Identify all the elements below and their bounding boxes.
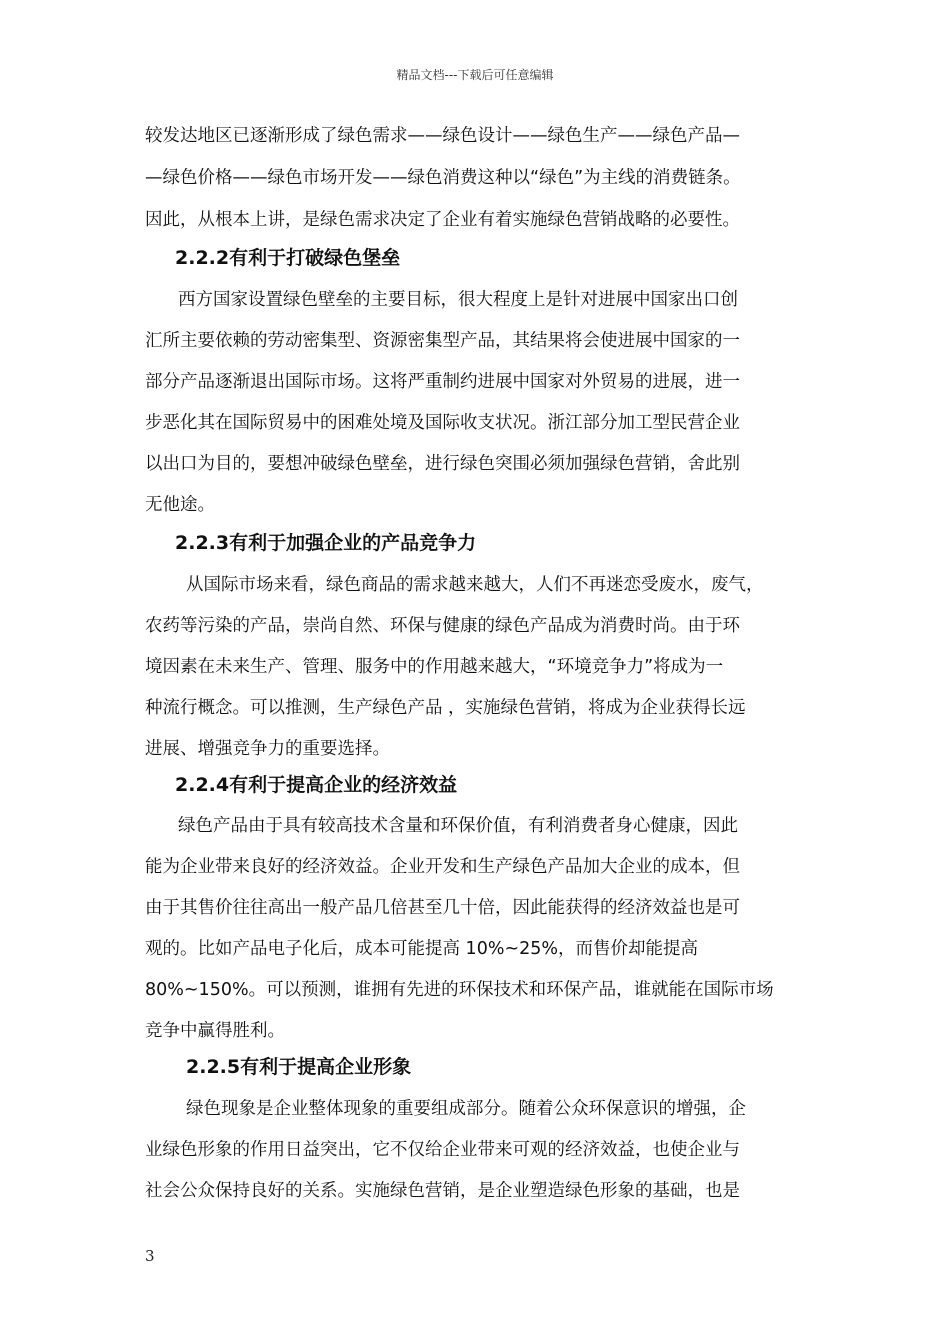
paragraph-line: 进展、增强竞争力的重要选择。	[145, 739, 390, 759]
paragraph-line: 部分产品逐渐退出国际市场。这将严重制约进展中国家对外贸易的进展，进一	[145, 372, 740, 392]
paragraph-line: 80%~150%。可以预测，谁拥有先进的环保技术和环保产品，谁就能在国际市场	[145, 980, 774, 1000]
section-heading: 2.2.3有利于加强企业的产品竞争力	[175, 532, 477, 554]
paragraph-line: 以出口为目的，要想冲破绿色壁垒，进行绿色突围必须加强绿色营销，舍此别	[145, 454, 740, 474]
paragraph-line: 业绿色形象的作用日益突出，它不仅给企业带来可观的经济效益，也使企业与	[145, 1140, 740, 1160]
paragraph-line: 步恶化其在国际贸易中的困难处境及国际收支状况。浙江部分加工型民营企业	[145, 413, 740, 433]
page-header: 精品文档---下载后可任意编辑	[396, 68, 554, 82]
paragraph-line: 因此，从根本上讲，是绿色需求决定了企业有着实施绿色营销战略的必要性。	[145, 210, 740, 230]
section-heading: 2.2.5有利于提高企业形象	[186, 1056, 412, 1078]
paragraph-line: 竞争中赢得胜利。	[145, 1021, 285, 1041]
paragraph-line: 能为企业带来良好的经济效益。企业开发和生产绿色产品加大企业的成本，但	[145, 857, 740, 877]
paragraph-line: 境因素在未来生产、管理、服务中的作用越来越大，“环境竞争力”将成为一	[145, 657, 724, 677]
paragraph-line: 无他途。	[145, 495, 215, 515]
section-heading: 2.2.4有利于提高企业的经济效益	[175, 774, 458, 796]
paragraph-line: 绿色现象是企业整体现象的重要组成部分。随着公众环保意识的增强，企	[186, 1099, 746, 1119]
paragraph-line: 西方国家设置绿色壁垒的主要目标，很大程度上是针对进展中国家出口创	[178, 290, 738, 310]
section-heading: 2.2.2有利于打破绿色堡垒	[175, 247, 401, 269]
paragraph-line: 种流行概念。可以推测，生产绿色产品 ，实施绿色营销，将成为企业获得长远	[145, 698, 746, 718]
page-number: 3	[145, 1247, 155, 1265]
paragraph-line: 观的。比如产品电子化后，成本可能提高 10%~25%，而售价却能提高	[145, 939, 699, 959]
paragraph-line: 由于其售价往往高出一般产品几倍甚至几十倍，因此能获得的经济效益也是可	[145, 898, 740, 918]
paragraph-line: 绿色产品由于具有较高技术含量和环保价值，有利消费者身心健康，因此	[178, 816, 738, 836]
paragraph-line: 较发达地区已逐渐形成了绿色需求——绿色设计——绿色生产——绿色产品—	[145, 126, 740, 146]
paragraph-line: 社会公众保持良好的关系。实施绿色营销，是企业塑造绿色形象的基础，也是	[145, 1181, 740, 1201]
paragraph-line: —绿色价格——绿色市场开发——绿色消费这种以“绿色”为主线的消费链条。	[145, 168, 741, 188]
paragraph-line: 农药等污染的产品，崇尚自然、环保与健康的绿色产品成为消费时尚。由于环	[145, 616, 740, 636]
paragraph-line: 汇所主要依赖的劳动密集型、资源密集型产品，其结果将会使进展中国家的一	[145, 331, 740, 351]
paragraph-line: 从国际市场来看，绿色商品的需求越来越大，人们不再迷恋受废水，废气，	[186, 575, 764, 595]
